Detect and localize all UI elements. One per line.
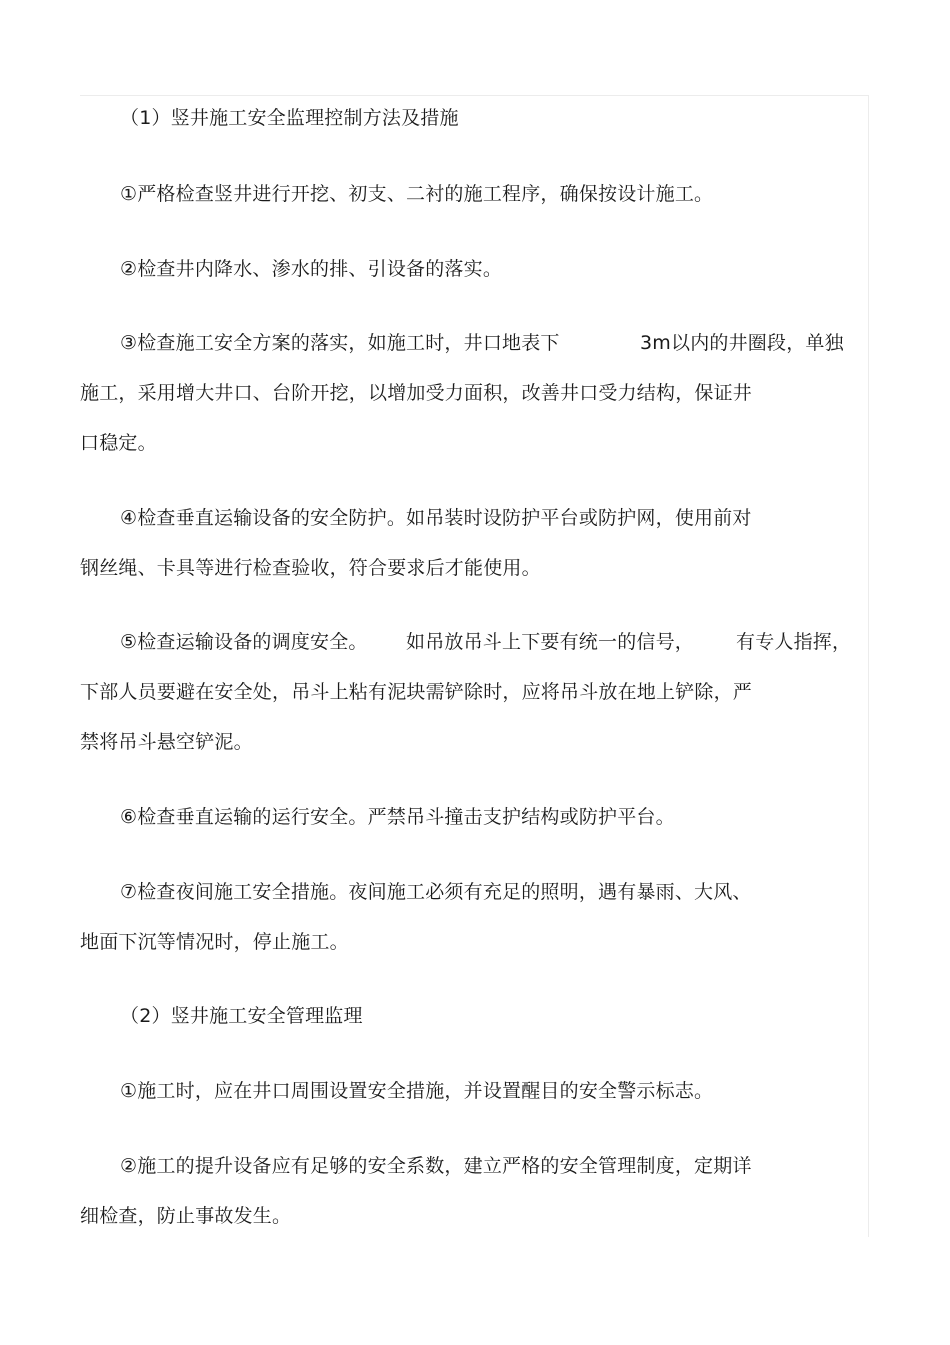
paragraph-5-line-1c: 有专人指挥， xyxy=(736,631,852,653)
paragraph-9-line-2: 细检查，防止事故发生。 xyxy=(80,1205,292,1227)
paragraph-3-line-3: 口稳定。 xyxy=(80,432,157,454)
paragraph-8-line-1: ①施工时，应在井口周围设置安全措施，并设置醒目的安全警示标志。 xyxy=(120,1080,714,1102)
section-1-heading: （1）竖井施工安全监理控制方法及措施 xyxy=(120,107,459,129)
paragraph-3-line-2: 施工，采用增大井口、台阶开挖，以增加受力面积，改善井口受力结构，保证井 xyxy=(80,382,753,404)
paragraph-5-line-1b: 如吊放吊斗上下要有统一的信号， xyxy=(406,631,695,653)
paragraph-7-line-2: 地面下沉等情况时，停止施工。 xyxy=(80,931,349,953)
paragraph-3-line-1b: 3m以内的井圈段，单独 xyxy=(640,332,844,354)
paragraph-5-line-2: 下部人员要避在安全处，吊斗上粘有泥块需铲除时，应将吊斗放在地上铲除，严 xyxy=(80,681,753,703)
section-2-heading: （2）竖井施工安全管理监理 xyxy=(120,1005,363,1027)
paragraph-9-line-1: ②施工的提升设备应有足够的安全系数，建立严格的安全管理制度，定期详 xyxy=(120,1155,752,1177)
paragraph-3-line-1a: ③检查施工安全方案的落实，如施工时，井口地表下 xyxy=(120,332,560,354)
paragraph-4-line-2: 钢丝绳、卡具等进行检查验收，符合要求后才能使用。 xyxy=(80,557,541,579)
paragraph-6-line-1: ⑥检查垂直运输的运行安全。严禁吊斗撞击支护结构或防护平台。 xyxy=(120,806,675,828)
paragraph-7-line-1: ⑦检查夜间施工安全措施。夜间施工必须有充足的照明，遇有暴雨、大风、 xyxy=(120,881,752,903)
paragraph-5-line-3: 禁将吊斗悬空铲泥。 xyxy=(80,731,253,753)
paragraph-4-line-1: ④检查垂直运输设备的安全防护。如吊装时设防护平台或防护网，使用前对 xyxy=(120,507,752,529)
paragraph-2-line-1: ②检查井内降水、渗水的排、引设备的落实。 xyxy=(120,258,503,280)
paragraph-5-line-1a: ⑤检查运输设备的调度安全。 xyxy=(120,631,368,653)
paragraph-1-line-1: ①严格检查竖井进行开挖、初支、二衬的施工程序，确保按设计施工。 xyxy=(120,183,714,205)
